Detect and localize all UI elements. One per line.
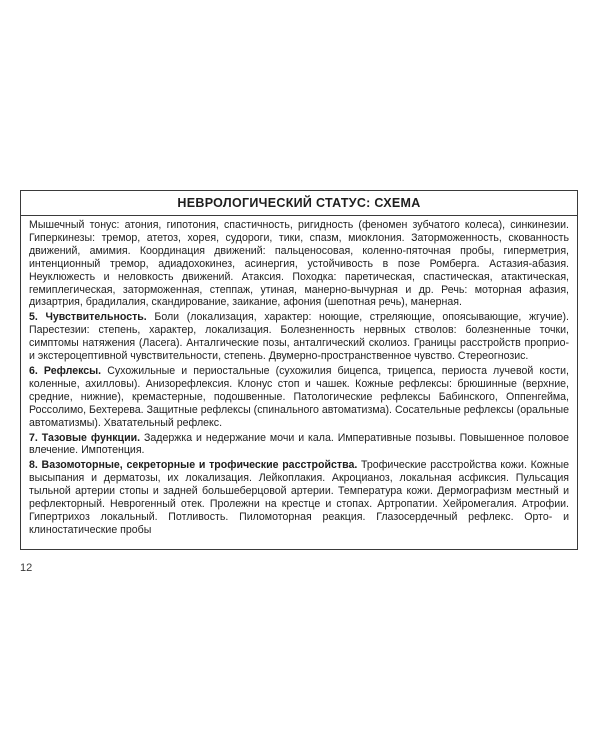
section-text-sensitivity: Боли (локализация, характер: ноющие, стреляющие, опоясывающие, жгучие). Парестезии: степень, характер, локализация. Болезненность нервных стволов: болезненные точки, симптомы натяжения (Ласега). Анталгические позы, анталгический сколиоз. Границы расстройств проприо- и экстероцептивной чувствительности, степень. Двумерно-пространственное чувство. Стереогнозис. bbox=[29, 311, 569, 363]
section-title-vasomotor: 8. Вазомоторные, секреторные и трофические расстройства. bbox=[29, 459, 358, 472]
section-text-reflexes: Сухожильные и периостальные (сухожилия бицепса, трицепса, периоста лучевой кости, коленные, ахилловы). Анизорефлексия. Клонус стоп и чашек. Кожные рефлексы: брюшинные (верхние, средние, нижние), кремастерные, подошвенные. Патологические рефлексы Бабинского, Оппенгейма, Россолимо, Бехтерева. Защитные рефлексы (спинального автоматизма). Сосательные рефлексы (оральные автоматизмы). Хватательный рефлекс. bbox=[29, 364, 569, 429]
section-title-sensitivity: 5. Чувствительность. bbox=[29, 311, 147, 324]
section-title-reflexes: 6. Рефлексы. bbox=[29, 364, 102, 377]
section-text-vasomotor: Трофические расстройства кожи. Кожные высыпания и дерматозы, их локализация. Лейкоплакия. Акроцианоз, локальная асфиксия. Пульсация тыльной артерии стопы и задней большеберцовой артерии. Температура кожи. Дермографизм местный и рефлекторный. Неврогенный отек. Пролежни на крестце и стопах. Артропатии. Хейромегалия. Атрофии. Гипертрихоз локальный. Потливость. Пиломоторная реакция. Глазосердечный рефлекс. Орто- и клиностатические пробы bbox=[29, 459, 569, 536]
neuro-status-box bbox=[20, 190, 578, 550]
paragraph-sensitivity bbox=[29, 311, 569, 363]
box-title: НЕВРОЛОГИЧЕСКИЙ СТАТУС: СХЕМА bbox=[21, 191, 577, 216]
paragraph-reflexes bbox=[29, 365, 569, 430]
paragraph-vasomotor bbox=[29, 459, 569, 536]
page-number: 12 bbox=[20, 562, 33, 574]
section-text-pelvic: Задержка и недержание мочи и кала. Императивные позывы. Повышенное половое влечение. Импотенция. bbox=[29, 431, 570, 457]
box-body bbox=[21, 216, 577, 537]
paragraph-pelvic bbox=[29, 432, 569, 458]
section-title-pelvic: 7. Тазовые функции. bbox=[29, 431, 141, 444]
paragraph-motor: Мышечный тонус: атония, гипотония, спастичность, ригидность (феномен зубчатого колеса), синкинезии. Гиперкинезы: тремор, атетоз, хорея, судороги, тики, спазм, миоклония. Заторможенность, скованность движений, амимия. Координация движений: пальценосовая, коленно-пяточная пробы, гиперметрия, интенционный тремор, адиадохокинез, асинергия, устойчивость в позе Ромберга. Астазия-абазия. Неуклюжесть и неловкость движений. Атаксия. Походка: паретическая, спастическая, атактическая, гемиплегическая, заторможенная, степпаж, утиная, манерно-вычурная и др. Речь: моторная афазия, дизартрия, брадилалия, скандирование, заикание, афония (шепотная речь), манерная. bbox=[29, 219, 569, 309]
